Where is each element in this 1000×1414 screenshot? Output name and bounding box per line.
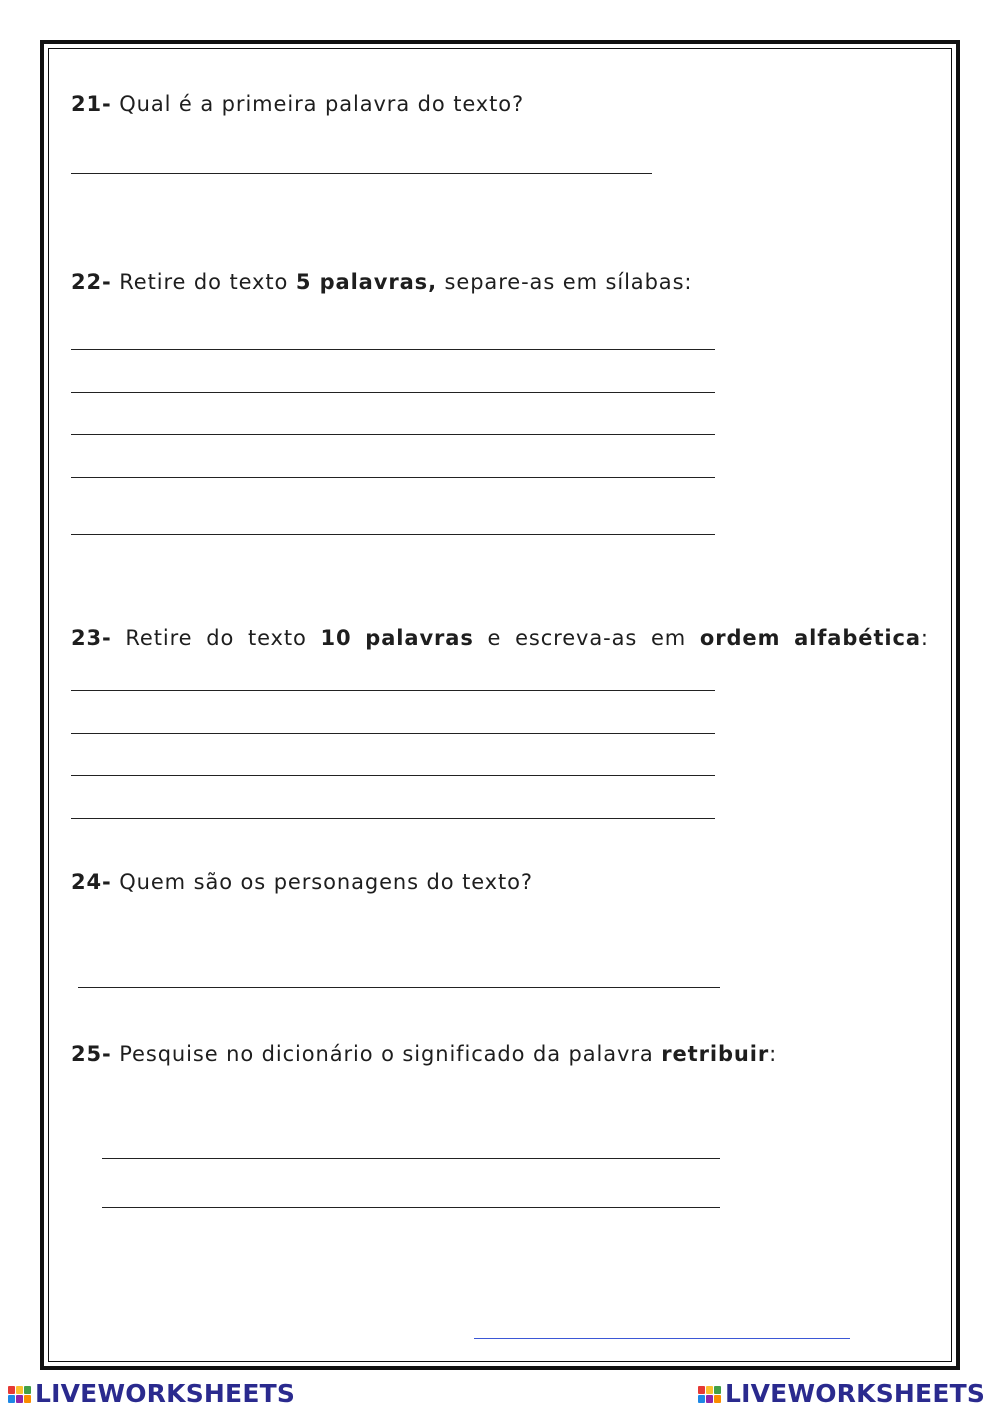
question-25-text-end: : bbox=[769, 1042, 778, 1066]
question-25-text-start: Pesquise no dicionário o significado da palavra bbox=[119, 1042, 662, 1066]
question-21 bbox=[71, 92, 524, 116]
question-23-word: do bbox=[206, 626, 235, 650]
logo-block bbox=[24, 1395, 31, 1403]
question-21-number: 21- bbox=[71, 92, 112, 116]
answer-line-23-1[interactable] bbox=[71, 690, 715, 691]
worksheet-inner-border bbox=[48, 48, 952, 1362]
question-24-text: Quem são os personagens do texto? bbox=[119, 870, 533, 894]
logo-block bbox=[16, 1386, 23, 1394]
logo-block bbox=[706, 1395, 713, 1403]
question-25-emphasis: retribuir bbox=[661, 1042, 770, 1066]
answer-line-22-4[interactable] bbox=[71, 477, 715, 478]
question-23-emphasis: 10 bbox=[320, 626, 352, 650]
question-23-word: texto bbox=[247, 626, 307, 650]
question-25 bbox=[71, 1042, 777, 1066]
question-25-number: 25- bbox=[71, 1042, 112, 1066]
worksheet-border bbox=[40, 40, 960, 1370]
question-23-word: em bbox=[650, 626, 687, 650]
question-23-emphasis: palavras bbox=[365, 626, 474, 650]
answer-line-23-2[interactable] bbox=[71, 733, 715, 734]
logo-block bbox=[8, 1395, 15, 1403]
question-23-emphasis: ordem bbox=[699, 626, 781, 650]
answer-line-24[interactable] bbox=[78, 987, 720, 988]
question-23-word: escreva-as bbox=[515, 626, 638, 650]
answer-line-23-3[interactable] bbox=[71, 775, 715, 776]
answer-line-22-1[interactable] bbox=[71, 349, 715, 350]
logo-blocks-icon bbox=[698, 1386, 721, 1403]
answer-line-22-2[interactable] bbox=[71, 392, 715, 393]
logo-block bbox=[16, 1395, 23, 1403]
answer-line-23-4[interactable] bbox=[71, 818, 715, 819]
question-23-word: e bbox=[487, 626, 502, 650]
answer-line-22-5[interactable] bbox=[71, 534, 715, 535]
answer-line-21[interactable] bbox=[71, 173, 652, 174]
logo-block bbox=[714, 1395, 721, 1403]
question-24 bbox=[71, 870, 533, 894]
question-22 bbox=[71, 270, 692, 294]
question-23-number: 23- bbox=[71, 626, 112, 650]
question-21-text: Qual é a primeira palavra do texto? bbox=[119, 92, 525, 116]
liveworksheets-logo-right bbox=[698, 1381, 985, 1407]
logo-block bbox=[706, 1386, 713, 1394]
question-24-number: 24- bbox=[71, 870, 112, 894]
logo-block bbox=[714, 1386, 721, 1394]
liveworksheets-logo-left bbox=[8, 1381, 295, 1407]
question-22-emphasis: 5 palavras, bbox=[295, 270, 437, 294]
logo-block bbox=[24, 1386, 31, 1394]
logo-block bbox=[698, 1386, 705, 1394]
logo-block bbox=[698, 1395, 705, 1403]
question-23-emphasis: alfabética bbox=[794, 626, 921, 650]
question-22-text-start: Retire do texto bbox=[119, 270, 296, 294]
question-23-colon: : bbox=[920, 626, 929, 650]
question-23 bbox=[71, 626, 929, 650]
question-23-word: Retire bbox=[125, 626, 193, 650]
question-22-number: 22- bbox=[71, 270, 112, 294]
answer-line-25-1[interactable] bbox=[102, 1158, 720, 1159]
answer-line-22-3[interactable] bbox=[71, 434, 715, 435]
answer-line-25-2[interactable] bbox=[102, 1207, 720, 1208]
logo-text: LIVEWORKSHEETS bbox=[35, 1379, 296, 1408]
logo-block bbox=[8, 1386, 15, 1394]
question-23-last-word bbox=[794, 626, 929, 650]
blue-link-underline bbox=[474, 1338, 850, 1339]
logo-text: LIVEWORKSHEETS bbox=[725, 1379, 986, 1408]
question-22-text-end: separe-as em sílabas: bbox=[436, 270, 693, 294]
logo-blocks-icon bbox=[8, 1386, 31, 1403]
